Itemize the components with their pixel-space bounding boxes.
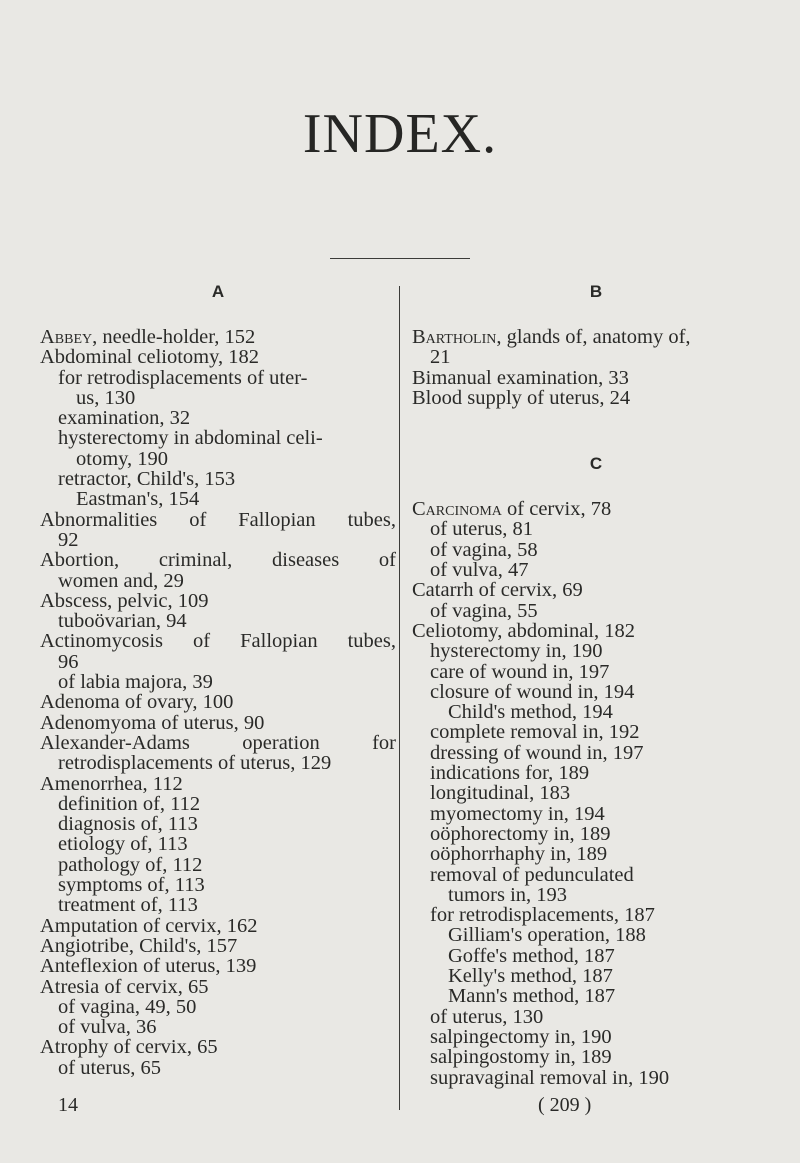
section-letter-b: B	[589, 282, 603, 301]
title-rule	[330, 258, 470, 259]
index-entry	[40, 449, 396, 469]
entry-list-c	[412, 499, 780, 1088]
index-entry	[412, 662, 780, 682]
entry-text: removal of pedunculated	[430, 863, 634, 886]
entry-list-b	[412, 327, 780, 408]
index-entry	[412, 702, 780, 722]
entry-text: Gilliam's operation, 188	[448, 924, 646, 947]
entry-text: Atresia of cervix, 65	[40, 975, 209, 998]
entry-text: Child's method, 194	[448, 701, 613, 724]
index-entry	[412, 986, 780, 1006]
index-entry	[40, 347, 396, 367]
index-entry	[412, 722, 780, 742]
index-entry	[40, 977, 396, 997]
entry-text: of labia majora, 39	[58, 671, 213, 694]
entry-text: Kelly's method, 187	[448, 965, 613, 988]
entry-text: Anteflexion of uterus, 139	[40, 955, 257, 978]
index-entry	[412, 368, 780, 388]
signature-mark: 14	[58, 1094, 78, 1116]
index-entry	[412, 519, 780, 539]
entry-text: Eastman's, 154	[76, 488, 200, 511]
entry-text: retractor, Child's, 153	[58, 468, 236, 491]
entry-text: complete removal in, 192	[430, 721, 640, 744]
entry-text: oöphorectomy in, 189	[430, 822, 611, 845]
index-entry	[40, 713, 396, 733]
entry-text: salpingectomy in, 190	[430, 1025, 612, 1048]
entry-text: us, 130	[76, 386, 136, 409]
index-entry	[412, 1027, 780, 1047]
entry-heading-word: Carcinoma	[412, 498, 502, 521]
entry-text: Adenoma of ovary, 100	[40, 691, 234, 714]
entry-text: Amenorrhea, 112	[40, 772, 183, 795]
entry-text: Alexander-Adams operation for	[40, 731, 396, 754]
index-entry	[412, 905, 780, 925]
index-entry	[40, 997, 396, 1017]
entry-text: diagnosis of, 113	[58, 813, 198, 836]
entry-text: of vagina, 58	[430, 538, 538, 561]
index-entry	[412, 540, 780, 560]
index-entry	[40, 1017, 396, 1037]
entry-text: otomy, 190	[76, 447, 169, 470]
index-entry	[40, 692, 396, 712]
index-entry	[40, 936, 396, 956]
entry-text: of vulva, 47	[430, 559, 529, 582]
entry-text: of vagina, 49, 50	[58, 995, 197, 1018]
index-entry	[40, 652, 396, 672]
entry-text: Abscess, pelvic, 109	[40, 589, 209, 612]
index-entry	[412, 743, 780, 763]
index-column-b	[412, 282, 780, 1088]
index-entry	[40, 510, 396, 530]
entry-text: 92	[58, 528, 79, 551]
entry-text: etiology of, 113	[58, 833, 188, 856]
entry-text: longitudinal, 183	[430, 782, 571, 805]
index-entry	[412, 885, 780, 905]
entry-text: closure of wound in, 194	[430, 680, 635, 703]
index-entry	[40, 875, 396, 895]
entry-text: Actinomycosis of Fallopian tubes,	[40, 630, 396, 653]
index-entry	[412, 641, 780, 661]
index-entry	[412, 560, 780, 580]
entry-text: supravaginal removal in, 190	[430, 1066, 670, 1089]
index-entry	[40, 408, 396, 428]
entry-text: Adenomyoma of uterus, 90	[40, 711, 265, 734]
entry-text: indications for, 189	[430, 762, 590, 785]
entry-text: care of wound in, 197	[430, 660, 610, 683]
index-entry	[412, 763, 780, 783]
entry-text: glands of, anatomy of,	[501, 326, 691, 348]
entry-text: women and, 29	[58, 569, 184, 592]
index-entry	[412, 601, 780, 621]
entry-heading-word: Bartholin,	[412, 326, 502, 348]
index-entry	[40, 631, 396, 651]
entry-list-a	[40, 327, 396, 1078]
entry-text: for retrodisplacements, 187	[430, 904, 655, 927]
entry-text: of uterus, 130	[430, 1005, 544, 1028]
index-entry	[412, 499, 780, 519]
index-entry	[412, 388, 780, 408]
entry-text: of vulva, 36	[58, 1016, 157, 1039]
index-entry	[412, 1007, 780, 1027]
index-entry	[412, 966, 780, 986]
entry-text: of uterus, 65	[58, 1056, 162, 1079]
index-entry	[412, 783, 780, 803]
entry-text: hysterectomy in, 190	[430, 640, 603, 663]
section-letter-a: A	[211, 282, 225, 301]
index-entry	[412, 925, 780, 945]
section-letter-c: C	[589, 454, 603, 474]
entry-text: pathology of, 112	[58, 853, 203, 876]
entry-text: tumors in, 193	[448, 883, 568, 906]
entry-text: definition of, 112	[58, 792, 201, 815]
index-entry	[40, 611, 396, 631]
index-entry	[40, 956, 396, 976]
index-entry	[412, 580, 780, 600]
entry-text: Abortion, criminal, diseases of	[40, 549, 396, 572]
entry-text: Celiotomy, abdominal, 182	[412, 619, 636, 642]
index-entry	[412, 621, 780, 641]
index-entry	[40, 1058, 396, 1078]
entry-text: Angiotribe, Child's, 157	[40, 934, 238, 957]
entry-text: salpingostomy in, 189	[430, 1046, 612, 1069]
entry-text: hysterectomy in abdominal celi-	[58, 427, 323, 450]
entry-text: Catarrh of cervix, 69	[412, 579, 583, 602]
index-entry	[40, 1037, 396, 1057]
index-entry	[40, 855, 396, 875]
index-entry	[412, 824, 780, 844]
entry-text: treatment of, 113	[58, 894, 198, 917]
entry-heading-word: Abbey,	[40, 326, 98, 348]
index-entry	[40, 753, 396, 773]
entry-text: tuboövarian, 94	[58, 610, 187, 633]
page-number: ( 209 )	[538, 1094, 592, 1116]
index-entry	[412, 804, 780, 824]
index-entry	[412, 347, 780, 367]
index-entry	[40, 571, 396, 591]
index-entry	[40, 368, 396, 388]
index-entry	[40, 774, 396, 794]
entry-text: of vagina, 55	[430, 599, 538, 622]
index-entry	[40, 327, 396, 347]
index-entry	[40, 530, 396, 550]
entry-text: Atrophy of cervix, 65	[40, 1036, 218, 1059]
index-entry	[412, 946, 780, 966]
index-entry	[412, 327, 780, 347]
index-entry	[40, 814, 396, 834]
entry-text: Mann's method, 187	[448, 985, 616, 1008]
index-entry	[40, 895, 396, 915]
column-divider	[399, 286, 400, 1110]
index-entry	[412, 1047, 780, 1067]
page-title: INDEX.	[302, 103, 498, 165]
entry-text: Blood supply of uterus, 24	[412, 386, 631, 409]
entry-text: Abnormalities of Fallopian tubes,	[40, 508, 396, 531]
entry-text: Bimanual examination, 33	[412, 366, 629, 389]
index-entry	[40, 834, 396, 854]
entry-text: of cervix, 78	[501, 498, 612, 521]
index-entry	[40, 388, 396, 408]
index-entry	[40, 489, 396, 509]
index-entry	[40, 591, 396, 611]
entry-text: examination, 32	[58, 407, 191, 430]
index-entry	[412, 844, 780, 864]
index-entry	[40, 672, 396, 692]
entry-text: Amputation of cervix, 162	[40, 914, 258, 937]
index-entry	[40, 428, 396, 448]
entry-text: oöphorrhaphy in, 189	[430, 843, 608, 866]
entry-text: for retrodisplacements of uter-	[58, 366, 308, 389]
index-entry	[40, 916, 396, 936]
index-entry	[412, 682, 780, 702]
index-entry	[40, 550, 396, 570]
index-entry	[40, 794, 396, 814]
entry-text: symptoms of, 113	[58, 874, 205, 897]
entry-text: needle-holder, 152	[97, 326, 256, 348]
entry-text: retrodisplacements of uterus, 129	[58, 752, 332, 775]
index-entry	[40, 733, 396, 753]
index-column-a	[40, 282, 396, 1078]
entry-text: 96	[58, 650, 79, 673]
entry-text: Goffe's method, 187	[448, 944, 615, 967]
index-entry	[412, 1068, 780, 1088]
index-entry	[412, 865, 780, 885]
index-entry	[40, 469, 396, 489]
entry-text: 21	[430, 346, 451, 369]
entry-text: Abdominal celiotomy, 182	[40, 346, 260, 369]
entry-text: of uterus, 81	[430, 518, 534, 541]
entry-text: dressing of wound in, 197	[430, 741, 644, 764]
entry-text: myomectomy in, 194	[430, 802, 605, 825]
